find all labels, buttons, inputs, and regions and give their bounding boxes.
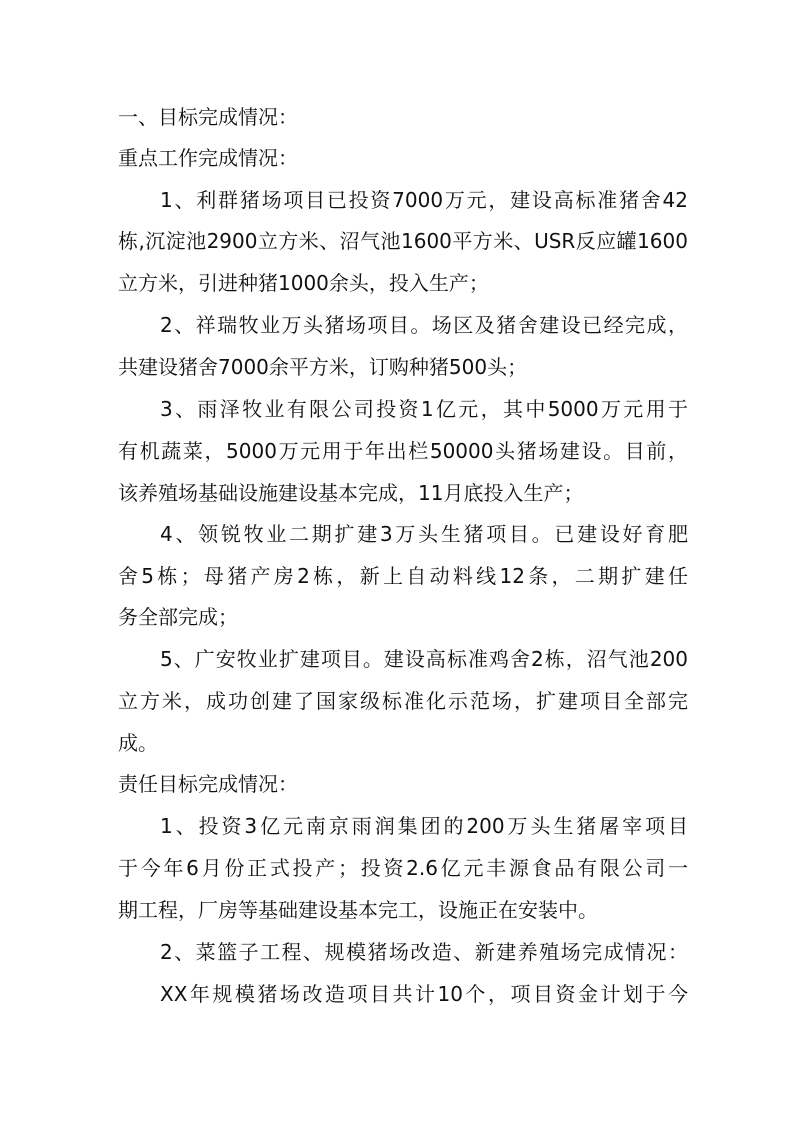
paragraph-line: 有机蔬菜，5000万元用于年出栏50000头猪场建设。目前，: [118, 439, 688, 463]
paragraph-line: 栋,沉淀池2900立方米、沼气池1600平方米、USR反应罐1600: [118, 229, 688, 253]
paragraph-line: 立方米，成功创建了国家级标准化示范场，扩建项目全部完: [118, 689, 688, 713]
subheading-key-work: 重点工作完成情况：: [118, 146, 298, 170]
paragraph-line: 舍5栋；母猪产房2栋，新上自动料线12条，二期扩建任: [118, 564, 688, 588]
paragraph-line: 于今年6月份正式投产；投资2.6亿元丰源食品有限公司一: [118, 856, 688, 880]
paragraph-line: 4、领锐牧业二期扩建3万头生猪项目。已建设好育肥: [160, 522, 688, 546]
paragraph-line: 2、祥瑞牧业万头猪场项目。场区及猪舍建设已经完成，: [160, 313, 688, 337]
paragraph-line: 3、雨泽牧业有限公司投资1亿元，其中5000万元用于: [160, 397, 688, 421]
paragraph-line: 立方米，引进种猪1000余头，投入生产；: [118, 271, 489, 295]
paragraph-line: 2、菜篮子工程、规模猪场改造、新建养殖场完成情况：: [160, 940, 688, 964]
paragraph-line: 成。: [118, 731, 158, 755]
paragraph-line: 务全部完成；: [118, 605, 238, 629]
subheading-responsibility: 责任目标完成情况：: [118, 772, 298, 796]
paragraph-line: 该养殖场基础设施建设基本完成，11月底投入生产；: [118, 481, 584, 505]
paragraph-line: 共建设猪舍7000余平方米，订购种猪500头；: [118, 355, 528, 379]
paragraph-line: XX年规模猪场改造项目共计10个，项目资金计划于今: [160, 982, 688, 1006]
paragraph-line: 5、广安牧业扩建项目。建设高标准鸡舍2栋，沼气池200: [160, 647, 688, 671]
paragraph-line: 期工程，厂房等基础建设基本完工，设施正在安装中。: [118, 898, 598, 922]
paragraph-line: 1、投资3亿元南京雨润集团的200万头生猪屠宰项目: [160, 814, 688, 838]
paragraph-line: 1、利群猪场项目已投资7000万元，建设高标准猪舍42: [160, 188, 688, 212]
section-heading: 一、目标完成情况：: [118, 105, 298, 129]
